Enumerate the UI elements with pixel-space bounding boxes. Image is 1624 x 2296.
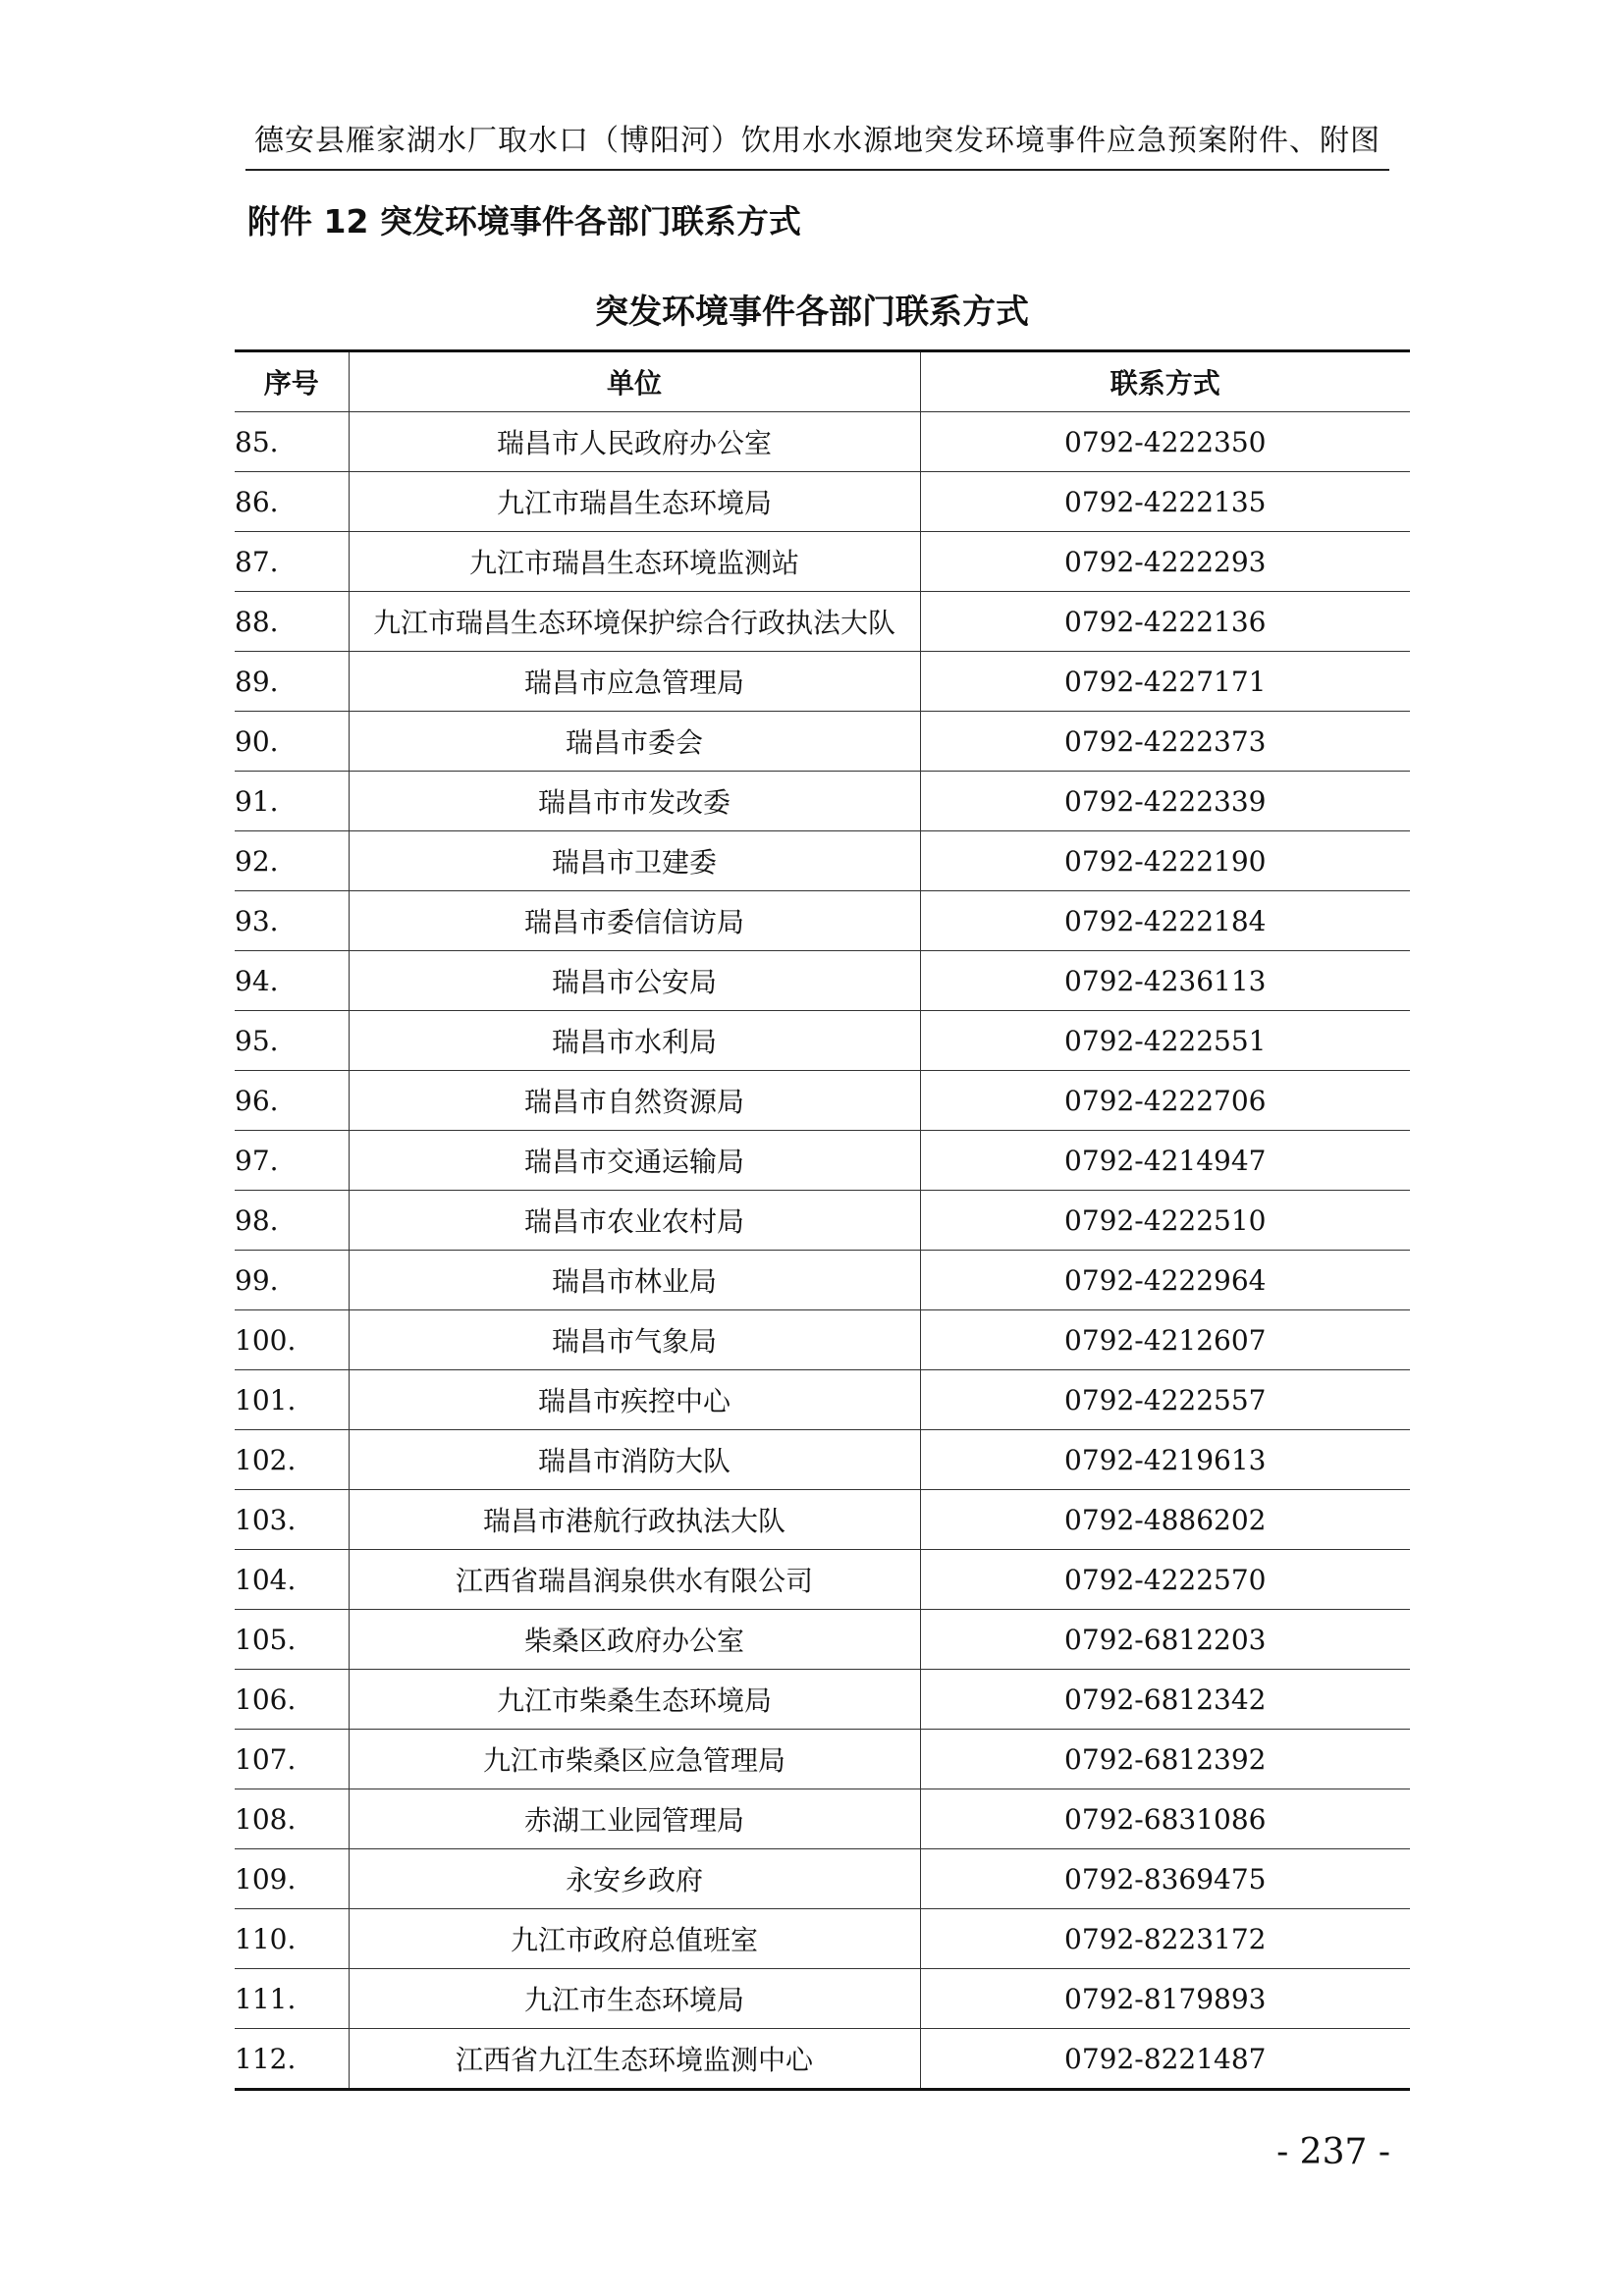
table-row: [235, 951, 1410, 1011]
row-contact: 0792-6812203: [920, 1610, 1410, 1670]
section-title: 附件 12 突发环境事件各部门联系方式: [247, 202, 801, 240]
table-row: [235, 1430, 1410, 1490]
page-number: - 237 -: [1276, 2132, 1390, 2172]
table-row: [235, 1670, 1410, 1730]
document-header: 德安县雁家湖水厂取水口（博阳河）饮用水水源地突发环境事件应急预案附件、附图: [245, 116, 1389, 171]
row-number: 88.: [235, 592, 349, 652]
row-number: 93.: [235, 891, 349, 951]
row-contact: 0792-4212607: [920, 1310, 1410, 1370]
row-number: 99.: [235, 1251, 349, 1310]
table-row: [235, 712, 1410, 772]
row-number: 106.: [235, 1670, 349, 1730]
row-contact: 0792-4222551: [920, 1011, 1410, 1071]
row-contact: 0792-4222706: [920, 1071, 1410, 1131]
row-contact: 0792-4222339: [920, 772, 1410, 831]
row-number: 103.: [235, 1490, 349, 1550]
row-number: 110.: [235, 1909, 349, 1969]
table-row: [235, 592, 1410, 652]
table-row: [235, 831, 1410, 891]
row-contact: 0792-4222964: [920, 1251, 1410, 1310]
row-unit: 九江市瑞昌生态环境局: [349, 472, 920, 532]
row-contact: 0792-4227171: [920, 652, 1410, 712]
table-row: [235, 1370, 1410, 1430]
row-number: 95.: [235, 1011, 349, 1071]
row-unit: 瑞昌市疾控中心: [349, 1370, 920, 1430]
row-contact: 0792-8369475: [920, 1849, 1410, 1909]
table-body: [235, 412, 1410, 2090]
row-unit: 瑞昌市消防大队: [349, 1430, 920, 1490]
table-row: [235, 1310, 1410, 1370]
row-contact: 0792-4236113: [920, 951, 1410, 1011]
table-row: [235, 2029, 1410, 2090]
table-row: [235, 772, 1410, 831]
row-number: 107.: [235, 1730, 349, 1789]
row-contact: 0792-6812342: [920, 1670, 1410, 1730]
row-contact: 0792-4886202: [920, 1490, 1410, 1550]
row-contact: 0792-4222373: [920, 712, 1410, 772]
column-header-unit: 单位: [349, 351, 920, 412]
table-row: [235, 1849, 1410, 1909]
row-number: 89.: [235, 652, 349, 712]
row-number: 87.: [235, 532, 349, 592]
row-contact: 0792-4222184: [920, 891, 1410, 951]
row-unit: 瑞昌市气象局: [349, 1310, 920, 1370]
table-row: [235, 652, 1410, 712]
row-unit: 瑞昌市委会: [349, 712, 920, 772]
row-number: 86.: [235, 472, 349, 532]
row-number: 94.: [235, 951, 349, 1011]
row-unit: 瑞昌市港航行政执法大队: [349, 1490, 920, 1550]
row-contact: 0792-4222190: [920, 831, 1410, 891]
row-number: 97.: [235, 1131, 349, 1191]
table-title: 突发环境事件各部门联系方式: [595, 293, 1029, 332]
column-header-no: 序号: [235, 351, 349, 412]
row-number: 111.: [235, 1969, 349, 2029]
row-unit: 瑞昌市水利局: [349, 1011, 920, 1071]
table-row: [235, 1969, 1410, 2029]
row-unit: 九江市柴桑生态环境局: [349, 1670, 920, 1730]
table-row: [235, 1131, 1410, 1191]
row-contact: 0792-4222136: [920, 592, 1410, 652]
row-number: 104.: [235, 1550, 349, 1610]
row-unit: 瑞昌市交通运输局: [349, 1131, 920, 1191]
row-number: 85.: [235, 412, 349, 472]
row-number: 98.: [235, 1191, 349, 1251]
row-unit: 九江市瑞昌生态环境监测站: [349, 532, 920, 592]
row-contact: 0792-4222570: [920, 1550, 1410, 1610]
table-row: [235, 1011, 1410, 1071]
row-unit: 九江市柴桑区应急管理局: [349, 1730, 920, 1789]
row-contact: 0792-4222350: [920, 412, 1410, 472]
table-row: [235, 1071, 1410, 1131]
row-contact: 0792-6831086: [920, 1789, 1410, 1849]
row-unit: 赤湖工业园管理局: [349, 1789, 920, 1849]
row-unit: 瑞昌市林业局: [349, 1251, 920, 1310]
table-row: [235, 1191, 1410, 1251]
row-unit: 永安乡政府: [349, 1849, 920, 1909]
table-row: [235, 412, 1410, 472]
row-contact: 0792-8223172: [920, 1909, 1410, 1969]
table-row: [235, 472, 1410, 532]
row-contact: 0792-4222510: [920, 1191, 1410, 1251]
table-row: [235, 1550, 1410, 1610]
row-unit: 瑞昌市自然资源局: [349, 1071, 920, 1131]
row-unit: 柴桑区政府办公室: [349, 1610, 920, 1670]
row-contact: 0792-8221487: [920, 2029, 1410, 2090]
row-unit: 江西省瑞昌润泉供水有限公司: [349, 1550, 920, 1610]
row-unit: 九江市生态环境局: [349, 1969, 920, 2029]
table-row: [235, 1789, 1410, 1849]
row-contact: 0792-6812392: [920, 1730, 1410, 1789]
row-unit: 瑞昌市人民政府办公室: [349, 412, 920, 472]
row-number: 92.: [235, 831, 349, 891]
row-unit: 九江市政府总值班室: [349, 1909, 920, 1969]
row-number: 102.: [235, 1430, 349, 1490]
table-row: [235, 532, 1410, 592]
row-number: 112.: [235, 2029, 349, 2090]
table-header-row: [235, 351, 1410, 412]
row-number: 90.: [235, 712, 349, 772]
table-row: [235, 891, 1410, 951]
row-unit: 瑞昌市应急管理局: [349, 652, 920, 712]
row-unit: 瑞昌市公安局: [349, 951, 920, 1011]
contacts-table: [235, 349, 1410, 2091]
row-contact: 0792-4222557: [920, 1370, 1410, 1430]
row-contact: 0792-4222293: [920, 532, 1410, 592]
row-unit: 九江市瑞昌生态环境保护综合行政执法大队: [349, 592, 920, 652]
row-contact: 0792-8179893: [920, 1969, 1410, 2029]
row-unit: 瑞昌市委信信访局: [349, 891, 920, 951]
row-unit: 瑞昌市市发改委: [349, 772, 920, 831]
row-number: 91.: [235, 772, 349, 831]
table-row: [235, 1730, 1410, 1789]
column-header-contact: 联系方式: [920, 351, 1410, 412]
table-row: [235, 1490, 1410, 1550]
row-number: 108.: [235, 1789, 349, 1849]
row-contact: 0792-4222135: [920, 472, 1410, 532]
row-number: 105.: [235, 1610, 349, 1670]
table-row: [235, 1251, 1410, 1310]
table-row: [235, 1909, 1410, 1969]
row-unit: 瑞昌市农业农村局: [349, 1191, 920, 1251]
row-unit: 江西省九江生态环境监测中心: [349, 2029, 920, 2090]
row-number: 96.: [235, 1071, 349, 1131]
row-number: 100.: [235, 1310, 349, 1370]
row-number: 109.: [235, 1849, 349, 1909]
row-unit: 瑞昌市卫建委: [349, 831, 920, 891]
row-contact: 0792-4214947: [920, 1131, 1410, 1191]
table-row: [235, 1610, 1410, 1670]
row-contact: 0792-4219613: [920, 1430, 1410, 1490]
row-number: 101.: [235, 1370, 349, 1430]
